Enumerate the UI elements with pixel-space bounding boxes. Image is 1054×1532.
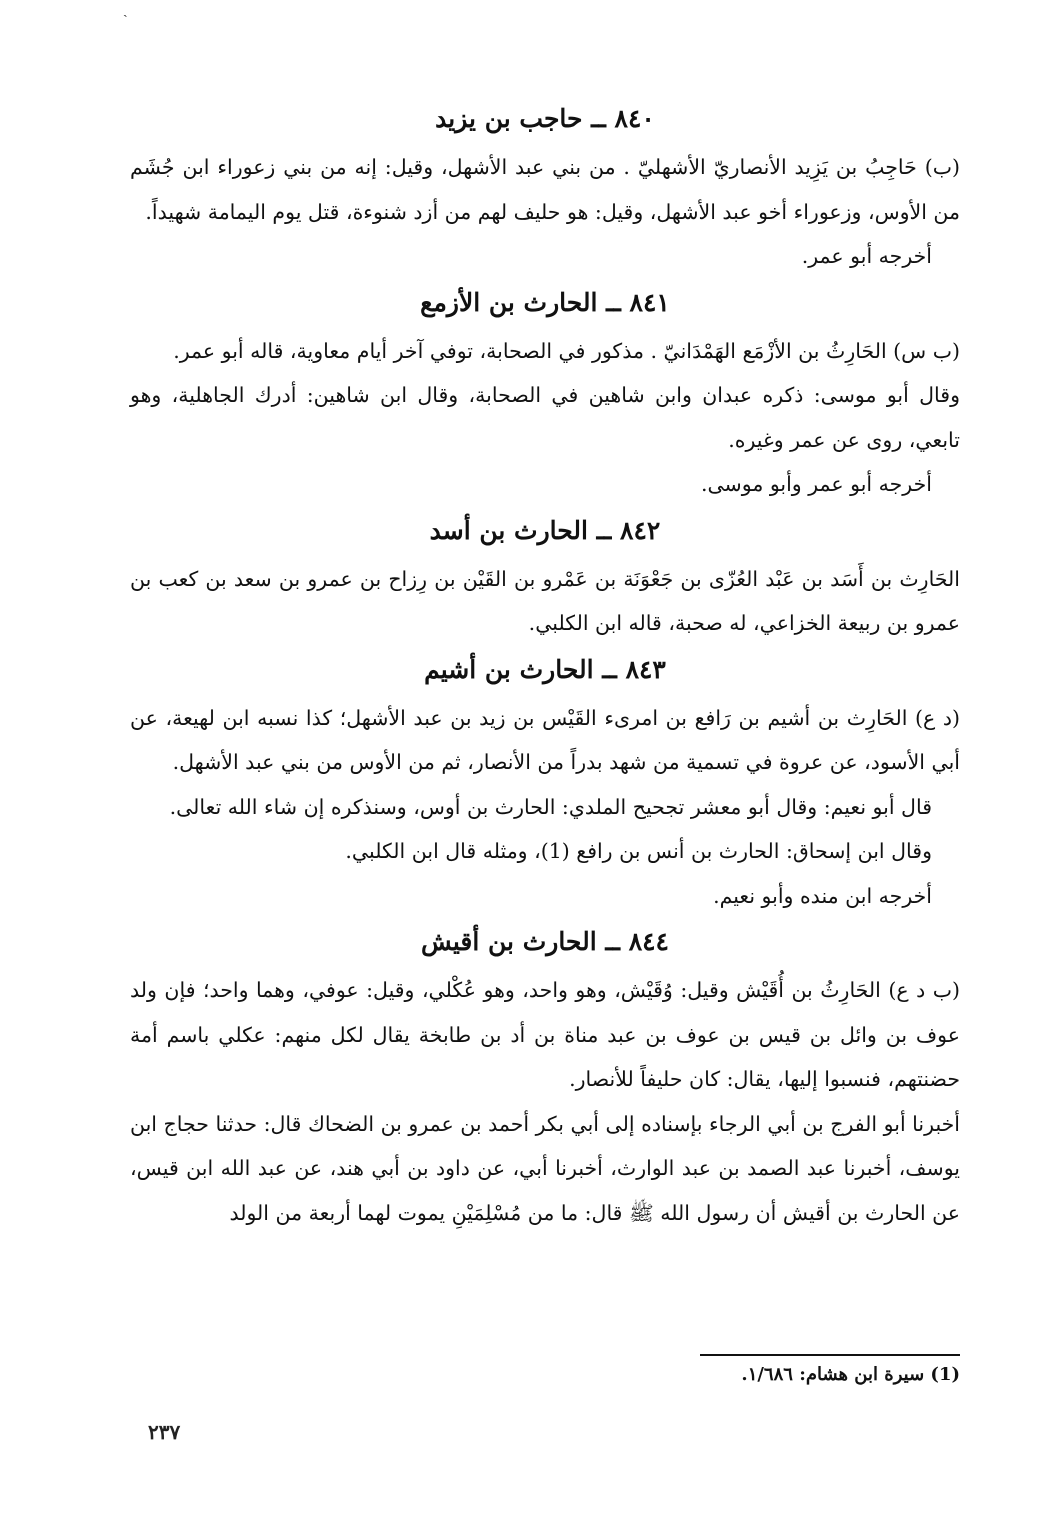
entry-843: [130, 654, 960, 919]
page-mark: ˎ: [123, 2, 128, 18]
footnote: (1) سيرة ابن هشام: ١/٦٨٦.: [741, 1364, 960, 1385]
entry-paragraph: (ب د ع) الحَارِثُ بن أُقَيْش وقيل: وُقَيْش، وهو واحد، وهو عُكْلي، وقيل: عوفي، وهما واحد؛ فإن ولد عوف بن وائل بن قيس بن عوف بن عبد مناة بن أد بن طابخة يقال لكل منهم: عكلي باسم أمة حضنتهم، فنسبوا إليها، يقال: كان حليفاً للأنصار.: [130, 978, 960, 1091]
page-body: [130, 95, 960, 1235]
entry-heading: ٨٤٠ ــ حاجب بن يزيد: [435, 104, 655, 133]
page-number: ٢٣٧: [148, 1420, 181, 1444]
entry-paragraph: الحَارِث بن أَسَد بن عَبْد العُزّى بن جَعْوَنَة بن عَمْرو بن القَيْن بن رِزاح بن عمرو بن سعد بن كعب بن عمرو بن ربيعة الخزاعي، له صحبة، قاله ابن الكلبي.: [130, 566, 960, 635]
entry-paragraph: (ب س) الحَارِثُ بن الأزْمَع الهَمْدَانيّ . مذكور في الصحابة، توفي آخر أيام معاوية، قاله أبو عمر.: [173, 338, 960, 363]
entry-heading: ٨٤١ ــ الحارث بن الأزمع: [420, 287, 670, 317]
entry-heading: ٨٤٣ ــ الحارث بن أشيم: [424, 654, 666, 684]
entry-842: [130, 515, 960, 646]
entry-paragraph: (د ع) الحَارِث بن أشيم بن رَافع بن امرىء القَيْس بن زيد بن عبد الأشهل؛ كذا نسبه ابن لهيعة، عن أبي الأسود، عن عروة في تسمية من شهد بدراً من الأنصار، ثم من الأوس من بني عبد الأشهل.: [130, 705, 960, 774]
entry-844: [130, 926, 960, 1235]
entry-paragraph: قال أبو نعيم: وقال أبو معشر تجحيح الملدي: الحارث بن أوس، وسنذكره إن شاء الله تعالى.: [169, 794, 932, 819]
entry-841: [130, 287, 960, 507]
entry-840: [130, 103, 960, 279]
entry-paragraph: (ب) حَاجِبُ بن يَزِيد الأنصاريّ الأشهليّ . من بني عبد الأشهل، وقيل: إنه من بني زعوراء ابن جُشَم من الأوس، وزعوراء أخو عبد الأشهل، وقيل: هو حليف لهم من أزد شنوءة، قتل يوم اليمامة شهيداً.: [130, 155, 960, 224]
entry-heading: ٨٤٢ ــ الحارث بن أسد: [429, 515, 661, 545]
entry-paragraph: وقال أبو موسى: ذكره عبدان وابن شاهين في الصحابة، وقال ابن شاهين: أدرك الجاهلية، وهو تابعي، روى عن عمر وغيره.: [130, 383, 960, 452]
entry-paragraph: أخرجه ابن منده وأبو نعيم.: [713, 883, 932, 908]
entry-paragraph: أخبرنا أبو الفرج بن أبي الرجاء بإسناده إلى أبي بكر أحمد بن عمرو بن الضحاك قال: حدثنا حجاج ابن يوسف، أخبرنا عبد الصمد بن عبد الوارث، أخبرنا أبي، عن داود بن أبي هند، عن عبد الله ابن قيس، عن الحارث بن أقيش أن رسول الله ﷺ قال: ما من مُسْلِمَيْنِ يموت لهما أربعة من الولد: [130, 1111, 960, 1225]
footnote-divider: [700, 1354, 960, 1356]
entry-paragraph: وقال ابن إسحاق: الحارث بن أنس بن رافع (1)، ومثله قال ابن الكلبي.: [345, 839, 932, 863]
entry-heading: ٨٤٤ ــ الحارث بن أقيش: [421, 927, 669, 956]
entry-paragraph: أخرجه أبو عمر وأبو موسى.: [700, 472, 932, 496]
entry-paragraph: أخرجه أبو عمر.: [801, 244, 932, 268]
